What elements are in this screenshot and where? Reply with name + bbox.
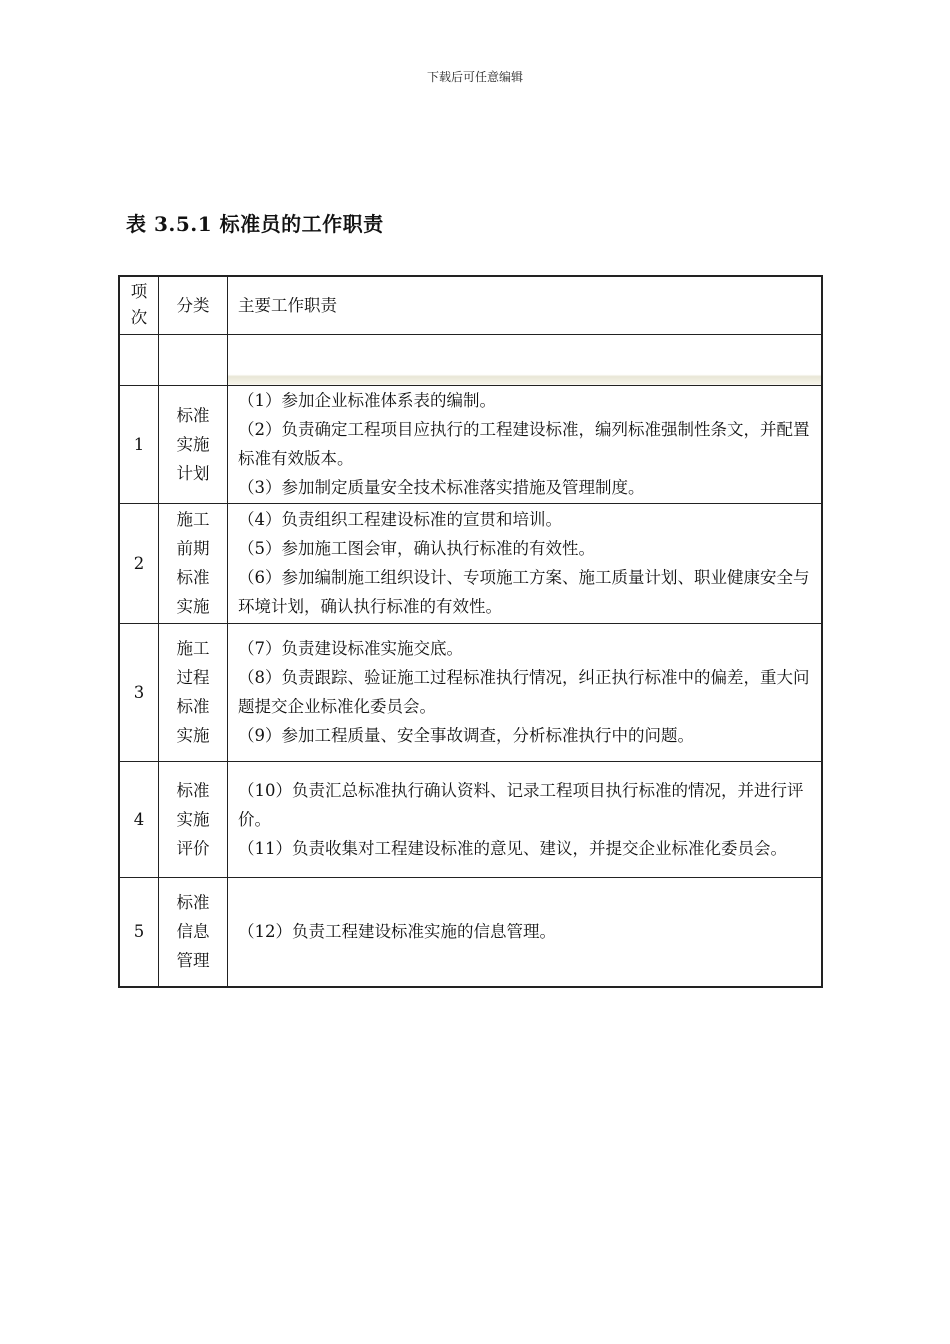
row-category: 标准实施计划 [159,385,228,503]
table-header-row [119,276,822,334]
row-no: 5 [119,877,159,987]
row-duties [228,877,823,987]
duty-item: （4）负责组织工程建设标准的宣贯和培训。 [238,510,562,529]
row-no: 4 [119,761,159,877]
table-row [119,623,822,761]
header-note: 下载后可任意编辑 [426,70,523,84]
duty-item: （6）参加编制施工组织设计、专项施工方案、施工质量计划、职业健康安全与环境计划，确认执行标准的有效性。 [238,568,810,616]
row-duties [228,503,823,623]
table-row [119,877,822,987]
row-no: 3 [119,623,159,761]
table-row [119,761,822,877]
blank-row [119,334,822,385]
duty-item: （5）参加施工图会审，确认执行标准的有效性。 [238,539,595,558]
duty-item: （8）负责跟踪、验证施工过程标准执行情况，纠正执行标准中的偏差，重大问题提交企业标准化委员会。 [238,668,810,716]
header-no: 项次 [119,276,159,334]
row-category: 标准实施评价 [159,761,228,877]
duty-item: （10）负责汇总标准执行确认资料、记录工程项目执行标准的情况，并进行评价。 [238,780,804,829]
row-duties [228,761,823,877]
header-category: 分类 [159,276,228,334]
table-title: 表 3.5.1 标准员的工作职责 [126,212,384,236]
row-category: 标准信息管理 [159,877,228,987]
row-no: 2 [119,503,159,623]
duty-item: （3）参加制定质量安全技术标准落实措施及管理制度。 [238,478,645,497]
duties-table [118,275,823,988]
duty-item: （11）负责收集对工程建设标准的意见、建议，并提交企业标准化委员会。 [238,838,787,858]
row-duties [228,623,823,761]
row-category: 施工过程标准实施 [159,623,228,761]
duty-item: （1）参加企业标准体系表的编制。 [238,391,496,410]
duty-item: （2）负责确定工程项目应执行的工程建设标准，编列标准强制性条文，并配置标准有效版本。 [238,420,810,468]
duty-item: （7）负责建设标准实施交底。 [238,639,463,658]
row-category: 施工前期标准实施 [159,503,228,623]
row-no: 1 [119,385,159,503]
duty-item: （12）负责工程建设标准实施的信息管理。 [238,922,556,942]
header-main: 主要工作职责 [228,276,823,334]
table-row [119,385,822,503]
table-row [119,503,822,623]
row-duties [228,385,823,503]
duty-item: （9）参加工程质量、安全事故调查，分析标准执行中的问题。 [238,726,694,745]
